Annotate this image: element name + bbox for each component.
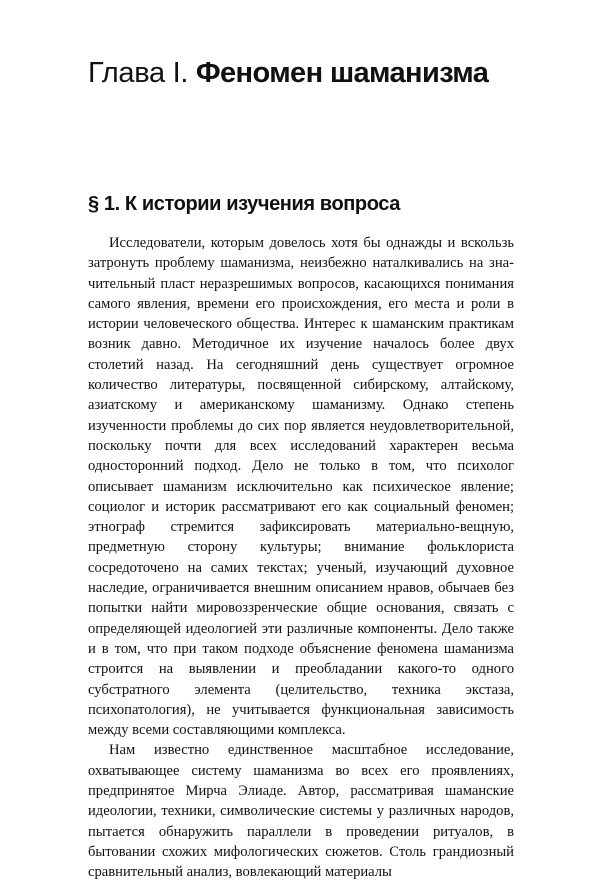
chapter-number: Глава I. (88, 57, 189, 89)
chapter-title (88, 53, 548, 93)
paragraph: Исследователи, которым довелось хотя бы однажды и вскользь затронуть проблему шаманизма, неизбежно наталкивались на значительный пласт неразрешимых вопросов, касающихся понимания самого явления, времени его происхождения, его места и роли в истории человеческого общества. Интерес к шаманским практикам возник давно. Методичное их изучение началось более двух столетий назад. На сегодняшний день существует огромное количество литературы, посвященной сибирскому, алтайскому, азиатскому и американскому шаманизму. Однако степень изученности проблемы до сих пор является неудовлетворительной, поскольку почти для всех исследований характерен весьма односторонний подход. Дело не только в том, что психолог описывает шаманизм исключительно как психическое явление; социолог и историк рассматривают его как социальный феномен; этнограф стремится зафиксировать материально-вещную, предметную сторону культуры; внимание фольклориста сосредоточено на самих текстах; ученый, изучающий духовное наследие, ограничивается внешним описанием нравов, обычаев без попытки найти мировоззренческие общие основания, связать с определяющей идеологией эти различные компоненты. Дело также и в том, что при таком подходе объяснение феномена шаманизма строится на выявлении и преобладании какого-то одного субстратного элемента (целительство, техника экстаза, психопатология), не учитывается функциональная зависимость между всеми составляющими комплекса. (88, 235, 514, 739)
paragraph: Нам известно единственное масштабное исследование, охватывающее систему шаманизма во всех его проявлениях, предпринятое Мирча Элиаде. Автор, рассматривая шаманские идеологии, техники, символические системы у различных народов, пытается обнаружить параллели в проведении ритуалов, в бытовании схожих мифологических сюжетов. Столь грандиозный сравнительный анализ, вовлекающий материалы (88, 742, 514, 881)
chapter-name: Феномен шаманизма (195, 57, 489, 89)
section-title: § 1. К истории изучения вопроса (88, 193, 400, 215)
body-text (88, 233, 514, 883)
